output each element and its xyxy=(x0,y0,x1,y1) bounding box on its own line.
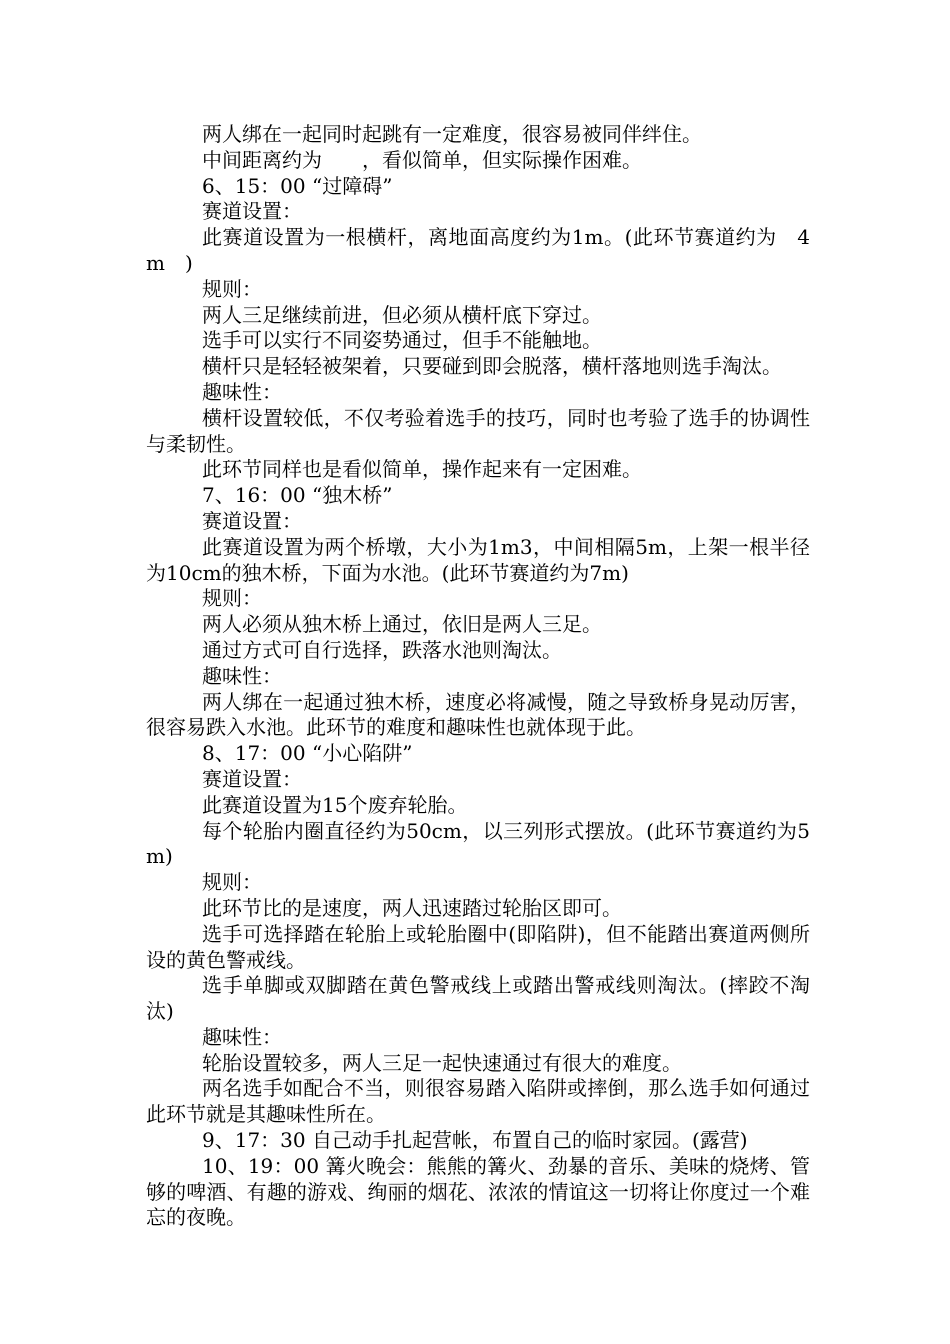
paragraph: 横杆设置较低，不仅考验着选手的技巧，同时也考验了选手的协调性与柔韧性。 xyxy=(146,405,810,456)
section-heading: 7、16：00 “独木桥” xyxy=(202,483,393,508)
paragraph: 轮胎设置较多，两人三足一起快速通过有很大的难度。 xyxy=(202,1050,682,1075)
subheading: 规则： xyxy=(202,586,262,611)
paragraph: 选手单脚或双脚踏在黄色警戒线上或踏出警戒线则淘汰。(摔跤不淘汰) xyxy=(146,973,810,1024)
paragraph: 两人绑在一起通过独木桥，速度必将减慢，随之导致桥身晃动厉害，很容易跌入水池。此环节的难度和趣味性也就体现于此。 xyxy=(146,689,810,740)
paragraph: 此环节同样也是看似简单，操作起来有一定困难。 xyxy=(202,457,642,482)
paragraph: 两人绑在一起同时起跳有一定难度，很容易被同伴绊住。 xyxy=(202,122,702,146)
paragraph: 此赛道设置为一根横杆，离地面高度约为1m。(此环节赛道约为 4m ) xyxy=(146,225,810,275)
section-heading: 8、17：00 “小心陷阱” xyxy=(202,741,413,766)
section-heading: 6、15：00 “过障碍” xyxy=(202,173,393,198)
paragraph: 此赛道设置为两个桥墩，大小为1m3，中间相隔5m，上架一根半径为10cm的独木桥，下面为水池。(此环节赛道约为7m) xyxy=(146,534,810,585)
subheading: 赛道设置： xyxy=(202,199,302,224)
paragraph: 通过方式可自行选择，跌落水池则淘汰。 xyxy=(202,637,562,662)
paragraph: 两人三足继续前进，但必须从横杆底下穿过。 xyxy=(202,302,602,327)
paragraph: 此赛道设置为15个废弃轮胎。 xyxy=(202,792,468,817)
subheading: 赛道设置： xyxy=(202,766,302,791)
paragraph: 此环节比的是速度，两人迅速踏过轮胎区即可。 xyxy=(202,895,622,920)
paragraph: 选手可选择踏在轮胎上或轮胎圈中(即陷阱)，但不能踏出赛道两侧所设的黄色警戒线。 xyxy=(146,921,810,972)
document-body xyxy=(146,122,810,1231)
subheading: 规则： xyxy=(202,276,262,301)
paragraph: 两人必须从独木桥上通过，依旧是两人三足。 xyxy=(202,612,602,637)
section-heading: 9、17：30 自己动手扎起营帐，布置自己的临时家园。(露营) xyxy=(202,1128,748,1153)
subheading: 赛道设置： xyxy=(202,508,302,533)
subheading: 规则： xyxy=(202,870,262,895)
paragraph: 选手可以实行不同姿势通过，但手不能触地。 xyxy=(202,328,602,353)
section-heading: 10、19：00 篝火晚会：熊熊的篝火、劲暴的音乐、美味的烧烤、管够的啤酒、有趣的游戏、绚丽的烟花、浓浓的情谊这一切将让你度过一个难忘的夜晚。 xyxy=(146,1153,810,1230)
subheading: 趣味性： xyxy=(202,663,282,688)
subheading: 趣味性： xyxy=(202,379,282,404)
paragraph: 每个轮胎内圈直径约为50cm，以三列形式摆放。(此环节赛道约为5m) xyxy=(146,818,810,869)
paragraph: 两名选手如配合不当，则很容易踏入陷阱或摔倒，那么选手如何通过此环节就是其趣味性所在。 xyxy=(146,1076,810,1127)
subheading: 趣味性： xyxy=(202,1024,282,1049)
paragraph: 中间距离约为 ，看似简单，但实际操作困难。 xyxy=(202,147,642,172)
paragraph: 横杆只是轻轻被架着，只要碰到即会脱落，横杆落地则选手淘汰。 xyxy=(202,354,782,379)
